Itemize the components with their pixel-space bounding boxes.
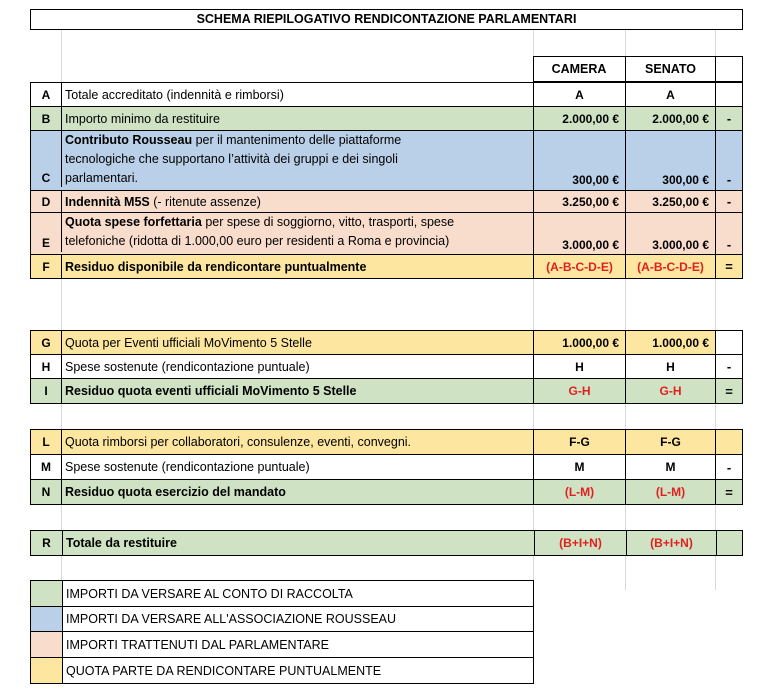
- operator-symbol: [716, 430, 742, 454]
- camera-value: H: [534, 355, 626, 378]
- row-letter: G: [31, 331, 62, 354]
- row-description-bold: Indennità M5S: [65, 194, 150, 209]
- operator-symbol: -: [726, 237, 732, 252]
- row-letter: M: [31, 455, 62, 479]
- table-row-a: [30, 82, 743, 106]
- camera-value: 3.250,00 €: [534, 191, 626, 212]
- senato-value: M: [626, 455, 716, 479]
- row-letter: N: [31, 480, 62, 504]
- legend-swatch-peach: [31, 632, 63, 657]
- row-description-text: telefoniche (ridotta di 1.000,00 euro per residenti a Roma e provincia): [65, 234, 450, 248]
- table-row-g: [31, 331, 742, 354]
- table-row-n: [31, 479, 742, 504]
- legend-item: [31, 658, 533, 683]
- operator-symbol: -: [726, 359, 732, 374]
- camera-value: 3.000,00 €: [534, 213, 626, 254]
- header-camera: CAMERA: [551, 62, 607, 76]
- row-letter: E: [31, 213, 62, 252]
- legend-item: [31, 581, 533, 607]
- table-row-e: [31, 212, 742, 254]
- senato-value: 1.000,00 €: [626, 331, 716, 354]
- operator-symbol: =: [725, 383, 733, 399]
- camera-value: M: [534, 455, 626, 479]
- table-row-i: [31, 378, 742, 403]
- row-description-text: (- ritenute assenze): [149, 194, 261, 209]
- table-row-l: [31, 430, 742, 454]
- table-row-c: [31, 130, 742, 190]
- operator-symbol: -: [726, 459, 732, 475]
- camera-value: 1.000,00 €: [534, 331, 626, 354]
- row-description-text: tecnologiche che supportano l’attività dei gruppi e dei singoli: [65, 152, 398, 166]
- legend-swatch-yellow: [31, 658, 63, 683]
- legend: [30, 580, 534, 684]
- operator-symbol: [716, 331, 742, 354]
- senato-value: (A-B-C-D-E): [626, 255, 716, 278]
- operator-symbol: [716, 83, 742, 106]
- senato-value: (L-M): [626, 480, 716, 504]
- row-description-text: parlamentari.: [65, 171, 138, 185]
- row-letter: A: [31, 83, 62, 106]
- senato-value: 2.000,00 €: [626, 107, 716, 130]
- senato-value: G-H: [626, 379, 716, 403]
- table-row-b: [31, 106, 742, 130]
- row-description: Spese sostenute (rendicontazione puntuale): [62, 455, 534, 479]
- legend-swatch-blue: [31, 607, 63, 631]
- row-description: Spese sostenute (rendicontazione puntuale): [62, 355, 534, 378]
- table-row-h: [31, 354, 742, 378]
- camera-value: (B+I+N): [535, 531, 627, 555]
- row-description-text: per il mantenimento delle piattaforme: [192, 133, 402, 147]
- camera-value: 2.000,00 €: [534, 107, 626, 130]
- legend-item: [31, 607, 533, 632]
- senato-value: H: [626, 355, 716, 378]
- table-row-m: [31, 454, 742, 479]
- row-description-bold: Quota spese forfettaria: [65, 215, 202, 229]
- row-description: Residuo disponibile da rendicontare puntualmente: [62, 255, 534, 278]
- row-description: Importo minimo da restituire: [62, 107, 534, 130]
- table-row-f: [31, 254, 742, 278]
- row-letter: F: [31, 255, 62, 278]
- header-symbol-cell: [715, 56, 716, 82]
- header-senato: SENATO: [625, 56, 715, 82]
- operator-symbol: -: [726, 172, 732, 187]
- senato-value: A: [626, 83, 716, 106]
- legend-label: IMPORTI DA VERSARE ALL'ASSOCIAZIONE ROUSSEAU: [66, 612, 397, 626]
- row-description: [62, 213, 534, 254]
- senato-value: 3.000,00 €: [626, 213, 716, 254]
- row-description: Residuo quota eventi ufficiali MoVimento 5 Stelle: [62, 379, 534, 403]
- legend-swatch-green: [31, 581, 63, 606]
- row-description: Totale da restituire: [63, 531, 535, 555]
- senato-value: 300,00 €: [626, 131, 716, 190]
- row-letter: C: [31, 131, 62, 187]
- row-description: Quota per Eventi ufficiali MoVimento 5 Stelle: [62, 331, 534, 354]
- camera-value: F-G: [534, 430, 626, 454]
- operator-symbol: [717, 531, 742, 555]
- row-description-bold: Contributo Rousseau: [65, 133, 193, 147]
- legend-item: [31, 632, 533, 658]
- row-description-text: per spese di soggiorno, vitto, trasporti, spese: [201, 215, 455, 229]
- page-title: SCHEMA RIEPILOGATIVO RENDICONTAZIONE PARLAMENTARI: [30, 9, 743, 30]
- camera-value: G-H: [534, 379, 626, 403]
- legend-label: IMPORTI TRATTENUTI DAL PARLAMENTARE: [66, 637, 329, 652]
- senato-value: F-G: [626, 430, 716, 454]
- senato-value: 3.250,00 €: [626, 191, 716, 212]
- table-row-d: [31, 190, 742, 212]
- table-row-r: [30, 530, 743, 556]
- row-description: [62, 191, 534, 212]
- row-letter: R: [31, 531, 63, 555]
- row-letter: B: [31, 107, 62, 130]
- row-description: Quota rimborsi per collaboratori, consulenze, eventi, convegni.: [62, 430, 534, 454]
- operator-symbol: -: [726, 194, 732, 209]
- row-description: Totale accreditato (indennità e rimborsi): [62, 83, 534, 106]
- camera-value: 300,00 €: [534, 131, 626, 190]
- row-letter: D: [31, 191, 62, 212]
- camera-value: (A-B-C-D-E): [534, 255, 626, 278]
- operator-symbol: =: [725, 259, 733, 274]
- camera-value: (L-M): [534, 480, 626, 504]
- camera-value: A: [534, 83, 626, 106]
- operator-symbol: =: [725, 484, 733, 500]
- operator-symbol: -: [726, 111, 732, 126]
- row-description: Residuo quota esercizio del mandato: [62, 480, 534, 504]
- row-letter: H: [31, 355, 62, 378]
- legend-label: IMPORTI DA VERSARE AL CONTO DI RACCOLTA: [66, 586, 353, 601]
- row-letter: L: [31, 430, 62, 454]
- row-letter: I: [31, 379, 62, 403]
- row-description: [62, 131, 534, 190]
- senato-value: (B+I+N): [627, 531, 717, 555]
- legend-label: QUOTA PARTE DA RENDICONTARE PUNTUALMENTE: [66, 663, 382, 678]
